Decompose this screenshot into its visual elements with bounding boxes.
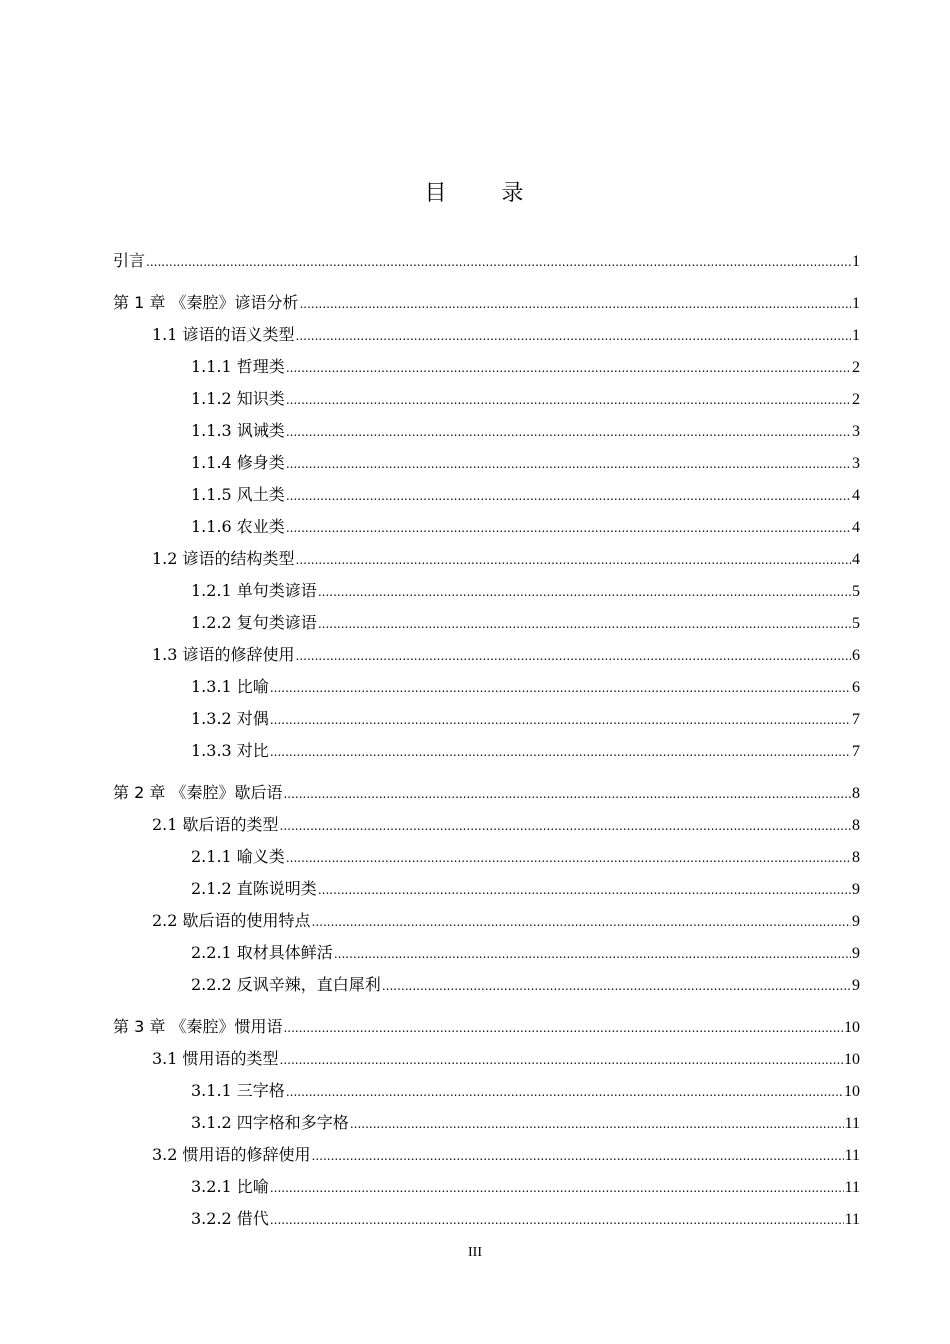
toc-entry-label: 2.1.2 直陈说明类 xyxy=(191,879,317,898)
toc-entry-label: 1.1.5 风土类 xyxy=(191,485,285,504)
toc-entry-label: 第 3 章 《秦腔》惯用语 xyxy=(113,1017,283,1036)
dot-leader xyxy=(312,906,851,938)
dot-leader xyxy=(286,416,851,448)
toc-entry-page: 1 xyxy=(852,253,860,270)
toc-entry-page: 10 xyxy=(844,1051,860,1068)
dot-leader xyxy=(270,704,851,736)
toc-entry-subsection[interactable] xyxy=(113,479,860,511)
dot-leader xyxy=(270,1204,844,1236)
toc-entry-page: 5 xyxy=(852,615,860,632)
toc-entry-label: 1.1 谚语的语义类型 xyxy=(152,325,295,344)
toc-entry-label: 1.3.2 对偶 xyxy=(191,709,269,728)
dot-leader xyxy=(270,736,851,768)
toc-entry-label: 引言 xyxy=(113,251,146,270)
dot-leader xyxy=(280,810,851,842)
dot-leader xyxy=(312,1140,844,1172)
dot-leader xyxy=(299,288,851,320)
toc-entry-section[interactable] xyxy=(113,1043,860,1075)
dot-leader xyxy=(283,1012,843,1044)
toc-entry-page: 10 xyxy=(844,1083,860,1100)
toc-entry-page: 4 xyxy=(852,487,860,504)
toc-entry-page: 7 xyxy=(852,743,860,760)
toc-entry-page: 1 xyxy=(852,295,860,312)
toc-entry-page: 11 xyxy=(844,1179,860,1196)
toc-entry-page: 2 xyxy=(852,359,860,376)
dot-leader xyxy=(318,608,851,640)
dot-leader xyxy=(270,1172,844,1204)
toc-entry-page: 1 xyxy=(852,327,860,344)
toc-entry-label: 1.3.1 比喻 xyxy=(191,677,269,696)
toc-entry-section[interactable] xyxy=(113,905,860,937)
dot-leader xyxy=(283,778,851,810)
toc-entry-subsection[interactable] xyxy=(113,873,860,905)
dot-leader xyxy=(146,246,851,278)
toc-entry-chapter-1[interactable] xyxy=(113,287,860,319)
toc-entry-introduction[interactable] xyxy=(113,245,860,277)
toc-entry-page: 8 xyxy=(852,785,860,802)
toc-entry-label: 2.1 歇后语的类型 xyxy=(152,815,279,834)
toc-entry-page: 4 xyxy=(852,551,860,568)
toc-entry-label: 1.1.3 讽诫类 xyxy=(191,421,285,440)
toc-entry-page: 3 xyxy=(852,423,860,440)
toc-entry-label: 1.1.4 修身类 xyxy=(191,453,285,472)
toc-entry-page: 6 xyxy=(852,679,860,696)
toc-entry-page: 10 xyxy=(844,1019,860,1036)
toc-entry-page: 5 xyxy=(852,583,860,600)
toc-entry-subsection[interactable] xyxy=(113,841,860,873)
dot-leader xyxy=(286,1076,843,1108)
toc-entry-subsection[interactable] xyxy=(113,383,860,415)
toc-entry-label: 1.2 谚语的结构类型 xyxy=(152,549,295,568)
toc-entry-label: 3.2 惯用语的修辞使用 xyxy=(152,1145,311,1164)
dot-leader xyxy=(318,874,851,906)
page-title: 目 录 xyxy=(424,181,526,206)
dot-leader xyxy=(318,576,851,608)
toc-entry-subsection[interactable] xyxy=(113,735,860,767)
toc-entry-label: 1.1.6 农业类 xyxy=(191,517,285,536)
toc-entry-subsection[interactable] xyxy=(113,607,860,639)
toc-entry-label: 1.1.2 知识类 xyxy=(191,389,285,408)
toc-entry-label: 1.2.1 单句类谚语 xyxy=(191,581,317,600)
toc-entry-subsection[interactable] xyxy=(113,671,860,703)
dot-leader xyxy=(296,640,851,672)
toc-entry-page: 9 xyxy=(852,977,860,994)
toc-entry-label: 1.3.3 对比 xyxy=(191,741,269,760)
toc-entry-section[interactable] xyxy=(113,639,860,671)
dot-leader xyxy=(286,512,851,544)
dot-leader xyxy=(286,480,851,512)
toc-entry-page: 9 xyxy=(852,913,860,930)
toc-entry-section[interactable] xyxy=(113,319,860,351)
table-of-contents xyxy=(113,245,860,1235)
toc-entry-label: 3.1.2 四字格和多字格 xyxy=(191,1113,349,1132)
toc-entry-page: 4 xyxy=(852,519,860,536)
toc-entry-page: 9 xyxy=(852,945,860,962)
toc-entry-subsection[interactable] xyxy=(113,937,860,969)
toc-entry-subsection[interactable] xyxy=(113,511,860,543)
toc-entry-subsection[interactable] xyxy=(113,703,860,735)
toc-entry-label: 第 1 章 《秦腔》谚语分析 xyxy=(113,293,299,312)
dot-leader xyxy=(350,1108,844,1140)
toc-entry-page: 2 xyxy=(852,391,860,408)
toc-entry-page: 11 xyxy=(844,1147,860,1164)
toc-entry-label: 3.2.2 借代 xyxy=(191,1209,269,1228)
toc-entry-subsection[interactable] xyxy=(113,1107,860,1139)
toc-entry-page: 9 xyxy=(852,881,860,898)
toc-entry-label: 1.1.1 哲理类 xyxy=(191,357,285,376)
toc-entry-label: 3.1 惯用语的类型 xyxy=(152,1049,279,1068)
dot-leader xyxy=(286,352,851,384)
toc-entry-section[interactable] xyxy=(113,809,860,841)
toc-entry-subsection[interactable] xyxy=(113,575,860,607)
toc-entry-chapter-3[interactable] xyxy=(113,1011,860,1043)
toc-entry-label: 2.2.2 反讽辛辣，直白犀利 xyxy=(191,975,381,994)
dot-leader xyxy=(270,672,851,704)
toc-entry-page: 8 xyxy=(852,817,860,834)
toc-entry-subsection[interactable] xyxy=(113,1171,860,1203)
toc-entry-label: 第 2 章 《秦腔》歇后语 xyxy=(113,783,283,802)
toc-entry-subsection[interactable] xyxy=(113,1075,860,1107)
dot-leader xyxy=(296,320,851,352)
toc-entry-page: 3 xyxy=(852,455,860,472)
toc-entry-subsection[interactable] xyxy=(113,969,860,1001)
dot-leader xyxy=(280,1044,843,1076)
toc-entry-page: 7 xyxy=(852,711,860,728)
dot-leader xyxy=(286,842,851,874)
toc-entry-label: 1.2.2 复句类谚语 xyxy=(191,613,317,632)
toc-entry-page: 11 xyxy=(844,1115,860,1132)
toc-entry-label: 2.1.1 喻义类 xyxy=(191,847,285,866)
toc-entry-label: 2.2 歇后语的使用特点 xyxy=(152,911,311,930)
toc-entry-page: 6 xyxy=(852,647,860,664)
toc-entry-page: 11 xyxy=(844,1211,860,1228)
toc-entry-chapter-2[interactable] xyxy=(113,777,860,809)
toc-entry-label: 1.3 谚语的修辞使用 xyxy=(152,645,295,664)
toc-entry-label: 2.2.1 取材具体鲜活 xyxy=(191,943,333,962)
toc-entry-subsection[interactable] xyxy=(113,447,860,479)
toc-entry-section[interactable] xyxy=(113,543,860,575)
dot-leader xyxy=(286,448,851,480)
toc-entry-section[interactable] xyxy=(113,1139,860,1171)
toc-entry-subsection[interactable] xyxy=(113,351,860,383)
dot-leader xyxy=(286,384,851,416)
dot-leader xyxy=(334,938,851,970)
dot-leader xyxy=(382,970,851,1002)
toc-entry-subsection[interactable] xyxy=(113,415,860,447)
toc-entry-label: 3.2.1 比喻 xyxy=(191,1177,269,1196)
toc-entry-label: 3.1.1 三字格 xyxy=(191,1081,285,1100)
dot-leader xyxy=(296,544,851,576)
page-number: III xyxy=(468,1245,482,1260)
toc-entry-subsection[interactable] xyxy=(113,1203,860,1235)
toc-entry-page: 8 xyxy=(852,849,860,866)
